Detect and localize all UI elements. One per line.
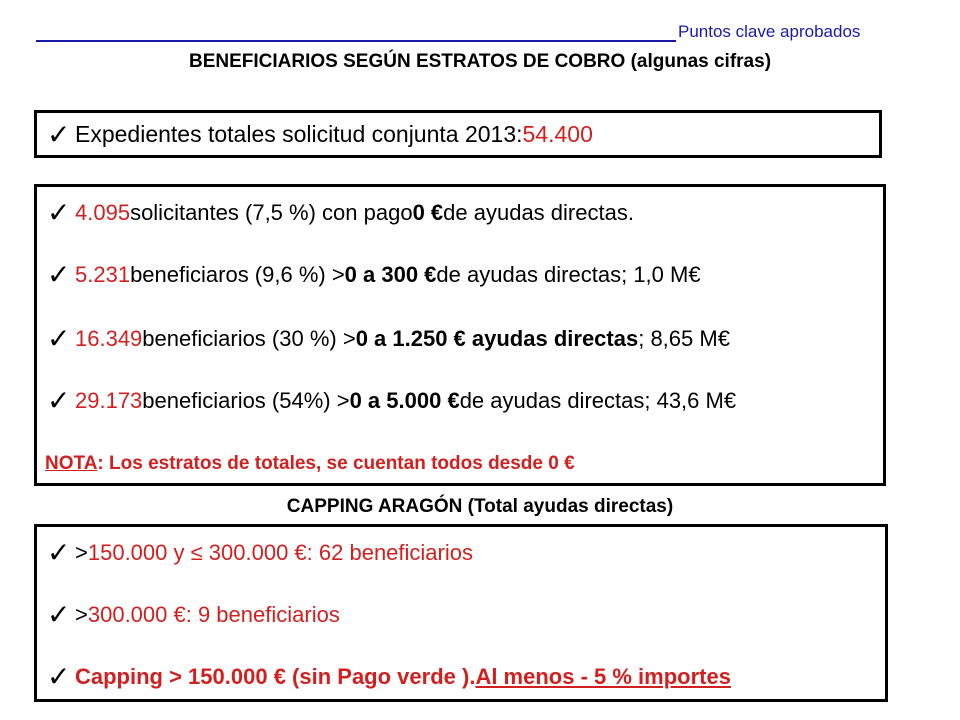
strata-count: 5.231 [75,262,131,287]
strata-count: 29.173 [75,388,143,413]
check-icon: ✓ [47,323,71,354]
capping-row [47,537,473,566]
strata-text: beneficiaros (9,6 %) > [130,262,345,287]
top-label: Puntos clave aprobados [678,22,861,41]
strata-text-end: de ayudas directas. [443,200,634,225]
strata-text-end: de ayudas directas; 1,0 M€ [436,262,701,287]
note-text: : Los estratos de totales, se cuentan todos desde 0 € [97,453,575,474]
strata-range: 0 a 5.000 € [349,388,460,413]
strata-range: 0 a 300 € [344,262,437,287]
strata-range: 0 € [412,200,444,225]
check-icon: ✓ [47,599,71,630]
capping-rule-row [47,661,731,690]
strata-row [47,385,736,414]
capping-box [34,524,888,702]
capping-prefix: > [75,540,88,565]
check-icon: ✓ [47,259,71,290]
header-rule [36,40,676,42]
strata-box [34,184,886,486]
check-icon: ✓ [47,661,71,692]
strata-text: solicitantes (7,5 %) con pago [130,200,413,225]
capping-rule-text: Capping > 150.000 € (sin Pago verde ). [75,664,476,689]
capping-value: 150.000 y ≤ 300.000 €: 62 beneficiarios [87,540,473,565]
strata-text-end: ; 8,65 M€ [638,326,730,351]
strata-count: 4.095 [75,200,131,225]
strata-text: beneficiarios (30 %) > [142,326,356,351]
check-icon: ✓ [47,119,71,150]
check-icon: ✓ [47,537,71,568]
strata-text-end: de ayudas directas; 43,6 M€ [459,388,737,413]
note-row [45,453,575,475]
totals-text: Expedientes totales solicitud conjunta 2013: [75,121,523,147]
strata-row [47,323,730,352]
strata-text: beneficiarios (54%) > [142,388,350,413]
capping-prefix: > [75,602,88,627]
strata-range: 0 a 1.250 € ayudas directas [355,326,639,351]
totals-row [47,119,593,148]
capping-rule-underlined: Al menos - 5 % importes [475,664,731,689]
capping-title: CAPPING ARAGÓN (Total ayudas directas) [286,496,674,517]
strata-count: 16.349 [75,326,143,351]
strata-row [47,197,634,226]
totals-value: 54.400 [522,121,593,147]
page-title: BENEFICIARIOS SEGÚN ESTRATOS DE COBRO (algunas cifras) [188,51,772,72]
check-icon: ✓ [47,385,71,416]
totals-box [34,110,882,158]
note-label: NOTA [45,453,98,474]
strata-row [47,259,701,288]
capping-value: 300.000 €: 9 beneficiarios [87,602,340,627]
capping-row [47,599,340,628]
check-icon: ✓ [47,197,71,228]
